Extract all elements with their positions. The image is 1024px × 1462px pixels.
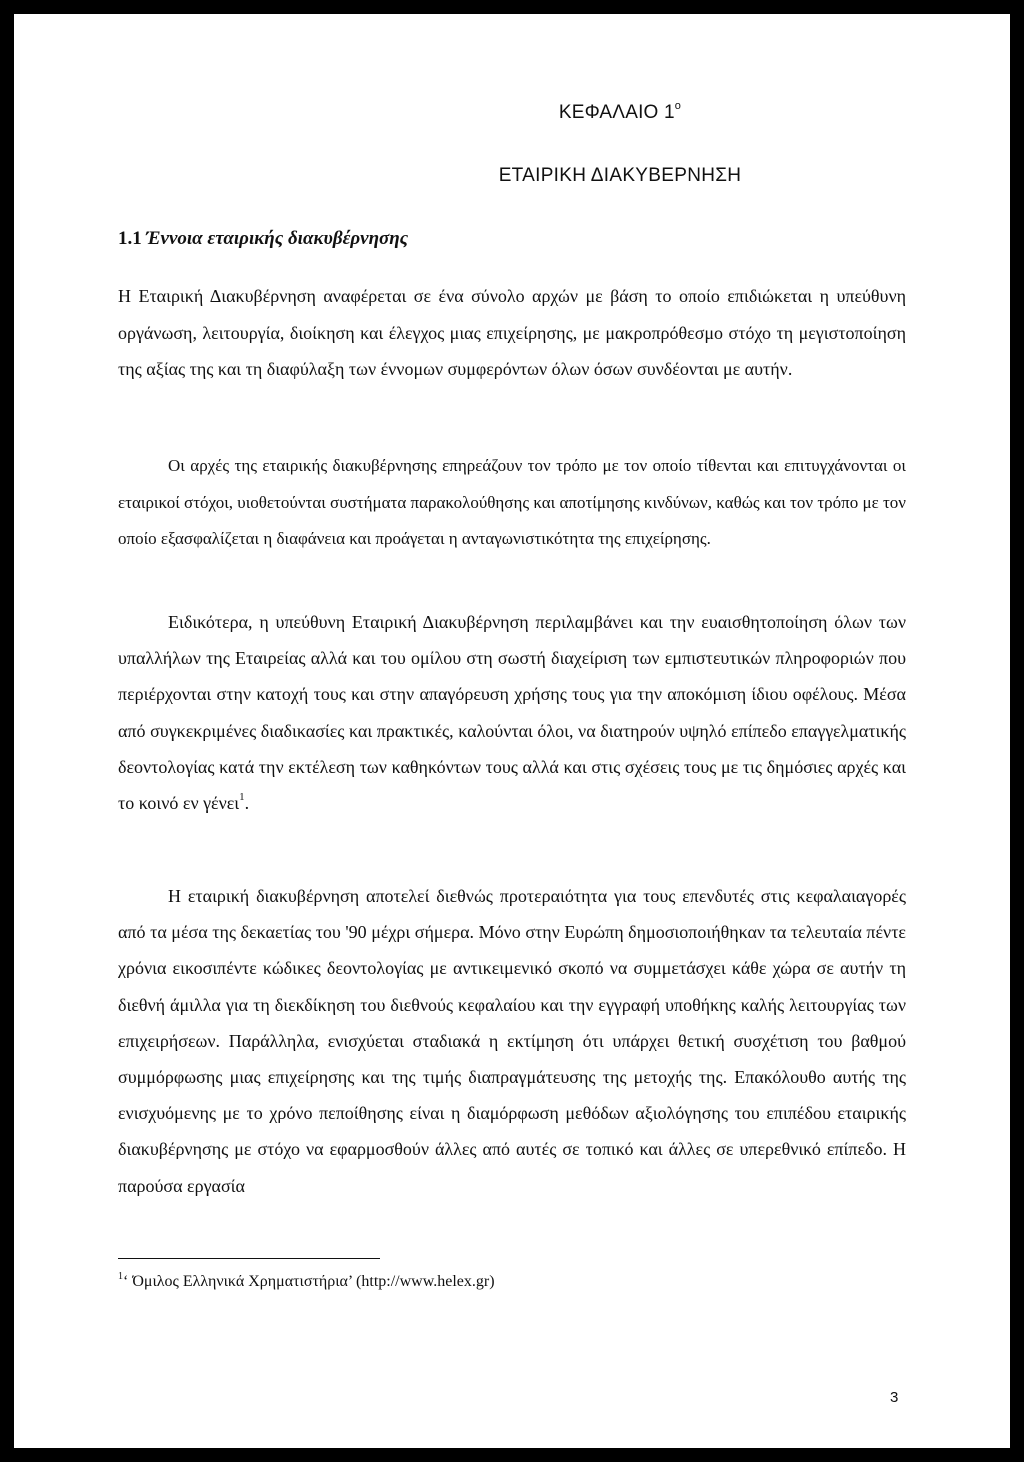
chapter-label-text: ΚΕΦΑΛΑΙΟ 1 <box>558 102 675 123</box>
footnote <box>118 1271 495 1291</box>
document-page <box>14 14 1010 1448</box>
section-title: Έννοια εταιρικής διακυβέρνησης <box>145 228 409 249</box>
chapter-label-superscript: ο <box>674 100 682 112</box>
section-heading <box>118 228 408 250</box>
paragraph-4: Η εταιρική διακυβέρνηση αποτελεί διεθνώς προτεραιότητα για τους επενδυτές στις κεφαλαιαγορές από τα μέσα της δεκαετίας του '90 μέχρι σήμερα. Μόνο στην Ευρώπη δημοσιοποιήθηκαν τα τελευταία πέντε χρόνια εικοσιπέντε κώδικες δεοντολογίας με αντικειμενικό σκοπό να συμμετάσχει κάθε χώρα σε αυτήν τη διεθνή άμιλλα για τη διεκδίκηση του διεθνούς κεφαλαίου και την εγγραφή υποθήκης καλής λειτουργίας των επιχειρήσεων. Παράλληλα, ενισχύεται σταδιακά η εκτίμηση ότι υπάρχει θετική συσχέτιση του βαθμού συμμόρφωσης μιας επιχείρησης και της τιμής διαπραγμάτευσης της μετοχής της. Επακόλουθο αυτής της ενισχυόμενης με το χρόνο πεποίθησης είναι η διαμόρφωση μεθόδων αξιολόγησης του επιπέδου εταιρικής διακυβέρνησης με στόχο να εφαρμοσθούν άλλες από αυτές σε τοπικό και άλλες σε υπερεθνικό επίπεδο. Η παρούσα εργασία <box>118 886 906 1196</box>
chapter-title: ΕΤΑΙΡΙΚΗ ΔΙΑΚΥΒΕΡΝΗΣΗ <box>498 165 742 186</box>
footnote-text: ‘ Όμιλος Ελληνικά Χρηματιστήρια’ (http://www.helex.gr) <box>123 1273 495 1290</box>
footnote-reference: 1 <box>239 791 245 804</box>
paragraph-1: Η Εταιρική Διακυβέρνηση αναφέρεται σε ένα σύνολο αρχών με βάση το οποίο επιδιώκεται η υπεύθυνη οργάνωση, λειτουργία, διοίκηση και έλεγχος μιας επιχείρησης, με μακροπρόθεσμο στόχο τη μεγιστοποίηση της αξίας της και τη διαφύλαξη των έννομων συμφερόντων όλων όσων συνδέονται με αυτήν. <box>118 286 906 380</box>
paragraph-2: Οι αρχές της εταιρικής διακυβέρνησης επηρεάζουν τον τρόπο με τον οποίο τίθενται και επιτυγχάνονται οι εταιρικοί στόχοι, υιοθετούνται συστήματα παρακολούθησης και αποτίμησης κινδύνων, καθώς και τον τρόπο με τον οποίο εξασφαλίζεται η διαφάνεια και προάγεται η ανταγωνιστικότητα της επιχείρησης. <box>118 456 906 549</box>
paragraph-3-text: Ειδικότερα, η υπεύθυνη Εταιρική Διακυβέρνηση περιλαμβάνει και την ευαισθητοποίηση όλων των υπαλλήλων της Εταιρείας αλλά και του ομίλου στη σωστή διαχείριση των εμπιστευτικών πληροφοριών που περιέρχονται στην κατοχή τους και στην απαγόρευση χρήσης τους για την αποκόμιση ίδιου οφέλους. Μέσα από συγκεκριμένες διαδικασίες και πρακτικές, καλούνται όλοι, να διατηρούν υψηλό επίπεδο επαγγελματικής δεοντολογίας κατά την εκτέλεση των καθηκόντων τους αλλά και στις σχέσεις τους με τις δημόσιες αρχές και το κοινό εν γένει <box>118 612 906 814</box>
footnote-marker: 1 <box>118 1271 123 1282</box>
chapter-label <box>14 100 1010 124</box>
paragraph-3-end: . <box>244 793 250 814</box>
page-number: 3 <box>890 1389 899 1406</box>
paragraph-3 <box>118 604 906 821</box>
section-number: 1.1 <box>118 228 142 249</box>
footnote-divider <box>118 1258 380 1259</box>
